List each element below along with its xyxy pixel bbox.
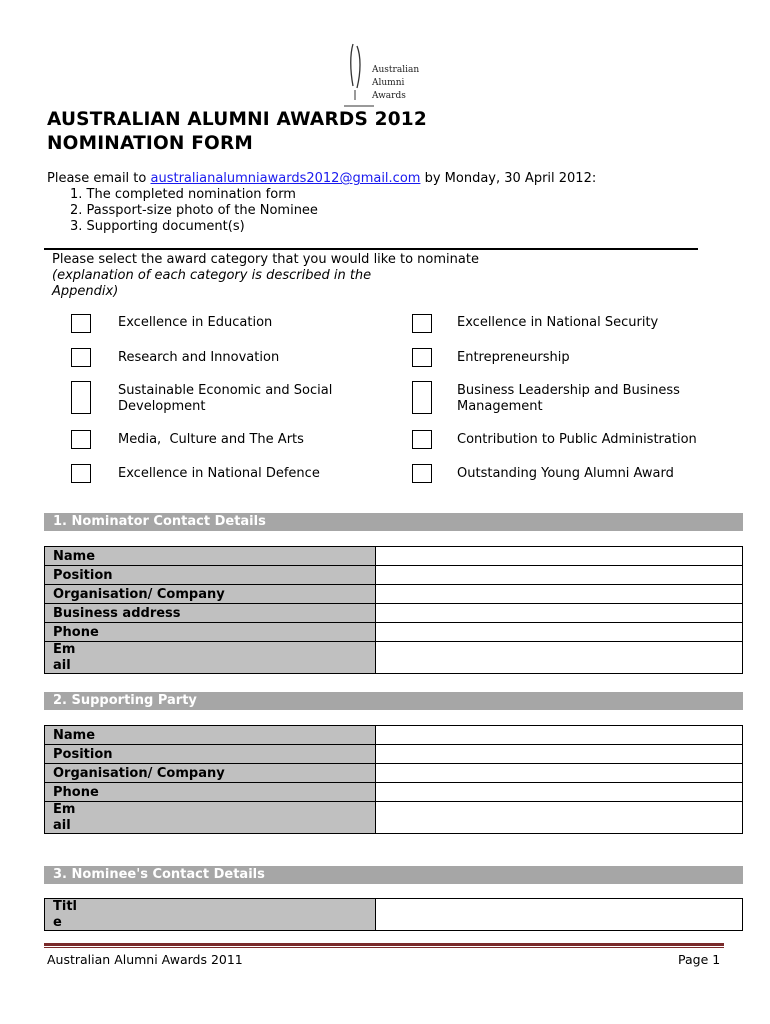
category-label: Business Leadership and Business Management <box>457 383 680 414</box>
table-row <box>45 623 742 642</box>
table-row <box>45 764 742 783</box>
page-title <box>47 108 427 156</box>
supporting-email-input[interactable] <box>376 802 742 833</box>
table-row <box>45 783 742 802</box>
checkbox-excellence-in-national-defence[interactable] <box>71 464 91 483</box>
supporting-organisation-input[interactable] <box>376 764 742 782</box>
list-item: 3. Supporting document(s) <box>70 219 245 234</box>
section-heading-nominee: 3. Nominee's Contact Details <box>44 866 743 884</box>
category-label: Excellence in Education <box>118 315 273 330</box>
field-label: Name <box>45 726 376 744</box>
field-label: Business address <box>45 604 376 622</box>
title-line2: NOMINATION FORM <box>47 133 254 154</box>
checkbox-outstanding-young-alumni-award[interactable] <box>412 464 432 483</box>
field-label: Em ail <box>45 642 376 673</box>
required-documents-list <box>70 187 318 235</box>
table-row <box>45 604 742 623</box>
category-label: Research and Innovation <box>118 350 280 365</box>
checkbox-media-culture-and-the-arts[interactable] <box>71 430 91 449</box>
category-label: Contribution to Public Administration <box>457 432 697 447</box>
category-label: Outstanding Young Alumni Award <box>457 466 674 481</box>
table-row <box>45 642 742 673</box>
category-note: (explanation of each category is described in the Appendix) <box>52 268 372 299</box>
category-label: Excellence in National Security <box>457 315 659 330</box>
logo-figure-icon <box>344 42 374 108</box>
supporting-position-input[interactable] <box>376 745 742 763</box>
field-label: Phone <box>45 783 376 801</box>
nominee-title-input[interactable] <box>376 899 742 930</box>
nominator-details-table <box>44 546 743 674</box>
footer-divider <box>44 943 724 946</box>
table-row <box>45 726 742 745</box>
title-line1: AUSTRALIAN ALUMNI AWARDS 2012 <box>47 109 427 130</box>
award-logo <box>344 42 434 108</box>
category-label: Media, Culture and The Arts <box>118 432 304 447</box>
supporting-name-input[interactable] <box>376 726 742 744</box>
list-item: 1. The completed nomination form <box>70 187 296 202</box>
category-prompt: Please select the award category that you would like to nominate <box>52 252 479 267</box>
logo-text-line1: Australian <box>372 65 420 75</box>
checkbox-contribution-to-public-administration[interactable] <box>412 430 432 449</box>
checkbox-excellence-in-education[interactable] <box>71 314 91 333</box>
intro-text <box>47 171 596 187</box>
checkbox-research-and-innovation[interactable] <box>71 348 91 367</box>
field-label: Position <box>45 745 376 763</box>
supporting-phone-input[interactable] <box>376 783 742 801</box>
table-row <box>45 745 742 764</box>
table-row <box>45 566 742 585</box>
page-number: Page 1 <box>678 952 721 967</box>
field-label: Name <box>45 547 376 565</box>
intro-prefix: Please email to <box>47 171 151 186</box>
nominator-phone-input[interactable] <box>376 623 742 641</box>
table-row <box>45 547 742 566</box>
footer-divider-thin <box>44 947 724 948</box>
nominator-organisation-input[interactable] <box>376 585 742 603</box>
field-label: Phone <box>45 623 376 641</box>
nominator-email-input[interactable] <box>376 642 742 673</box>
field-label: Organisation/ Company <box>45 764 376 782</box>
category-label: Excellence in National Defence <box>118 466 320 481</box>
table-row <box>45 802 742 833</box>
checkbox-excellence-in-national-security[interactable] <box>412 314 432 333</box>
field-label: Position <box>45 566 376 584</box>
logo-text-line2: Alumni <box>372 78 405 88</box>
field-label: Em ail <box>45 802 376 833</box>
divider <box>44 248 698 250</box>
nominator-business-address-input[interactable] <box>376 604 742 622</box>
checkbox-entrepreneurship[interactable] <box>412 348 432 367</box>
field-label: Titl e <box>45 899 376 930</box>
nominee-details-table <box>44 898 743 931</box>
footer-title: Australian Alumni Awards 2011 <box>47 952 243 967</box>
nominator-name-input[interactable] <box>376 547 742 565</box>
category-label: Sustainable Economic and Social Development <box>118 383 333 414</box>
table-row <box>45 585 742 604</box>
list-item: 2. Passport-size photo of the Nominee <box>70 203 318 218</box>
checkbox-sustainable-economic-and-social-development[interactable] <box>71 381 91 414</box>
intro-suffix: by Monday, 30 April 2012: <box>420 171 597 186</box>
logo-text-line3: Awards <box>372 91 406 101</box>
section-heading-supporting-party: 2. Supporting Party <box>44 692 743 710</box>
section-heading-nominator: 1. Nominator Contact Details <box>44 513 743 531</box>
nominator-position-input[interactable] <box>376 566 742 584</box>
checkbox-business-leadership-and-business-management[interactable] <box>412 381 432 414</box>
table-row <box>45 899 742 930</box>
supporting-party-table <box>44 725 743 834</box>
field-label: Organisation/ Company <box>45 585 376 603</box>
email-link[interactable]: australianalumniawards2012@gmail.com <box>150 171 421 186</box>
category-label: Entrepreneurship <box>457 350 570 365</box>
